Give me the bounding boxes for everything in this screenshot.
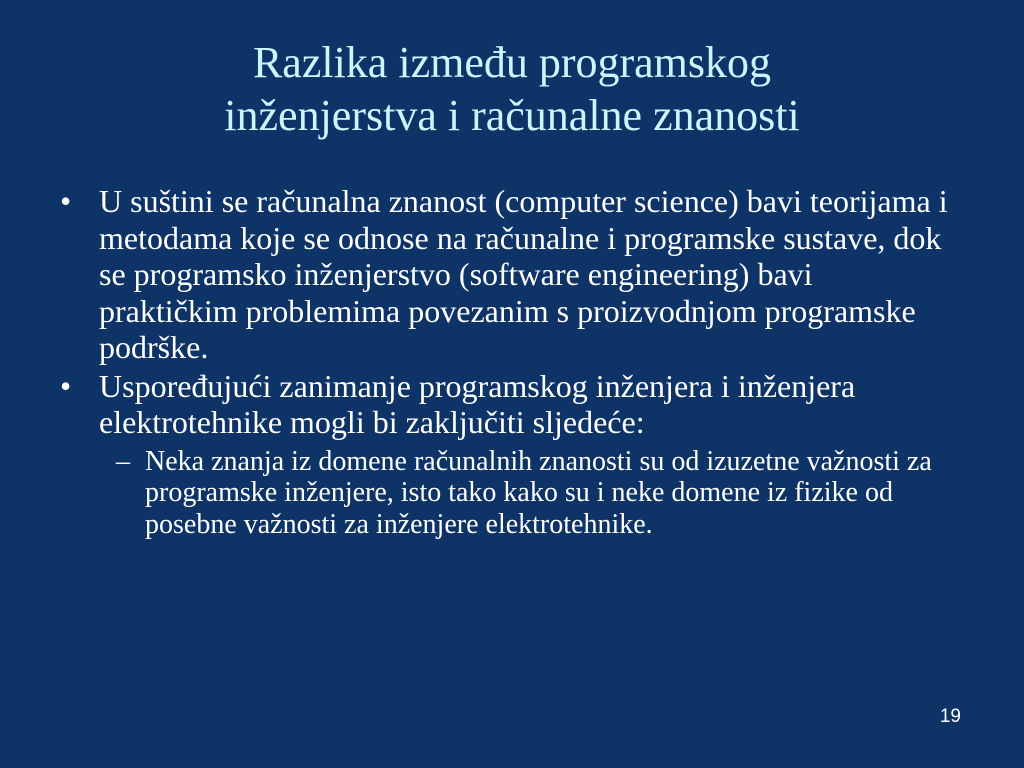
slide-title-line-1: Razlika između programskog xyxy=(252,38,772,87)
page-number: 19 xyxy=(939,706,961,727)
slide-title xyxy=(60,36,964,142)
sub-bullet-marker: – xyxy=(116,445,130,477)
slide-title-line-2: inženjerstva i računalne znanosti xyxy=(224,91,800,140)
sub-bullet-text-1: Neka znanja iz domene računalnih znanosti su od izuzetne važnosti za programske inženjere, isto tako kako su i neke domene iz fizike od posebne važnosti za inženjere elektrotehnike. xyxy=(145,445,932,540)
sub-bullet-item-1 xyxy=(56,446,956,541)
slide-content xyxy=(56,183,956,540)
bullet-marker: • xyxy=(60,183,72,219)
bullet-text-2: Uspoređujući zanimanje programskog inženjera i inženjera elektrotehnike mogli bi zaključiti sljedeće: xyxy=(99,367,856,440)
bullet-marker: • xyxy=(60,367,72,404)
bullet-text-1: U suštini se računalna znanost (computer science) bavi teorijama i metodama koje se odnose na računalne i programske sustave, dok se programsko inženjerstvo (software engineering) bavi praktičkim problemima povezanim s proizvodnjom programske podrške. xyxy=(99,183,948,365)
bullet-item-2 xyxy=(56,368,956,441)
bullet-item-1 xyxy=(56,183,956,366)
